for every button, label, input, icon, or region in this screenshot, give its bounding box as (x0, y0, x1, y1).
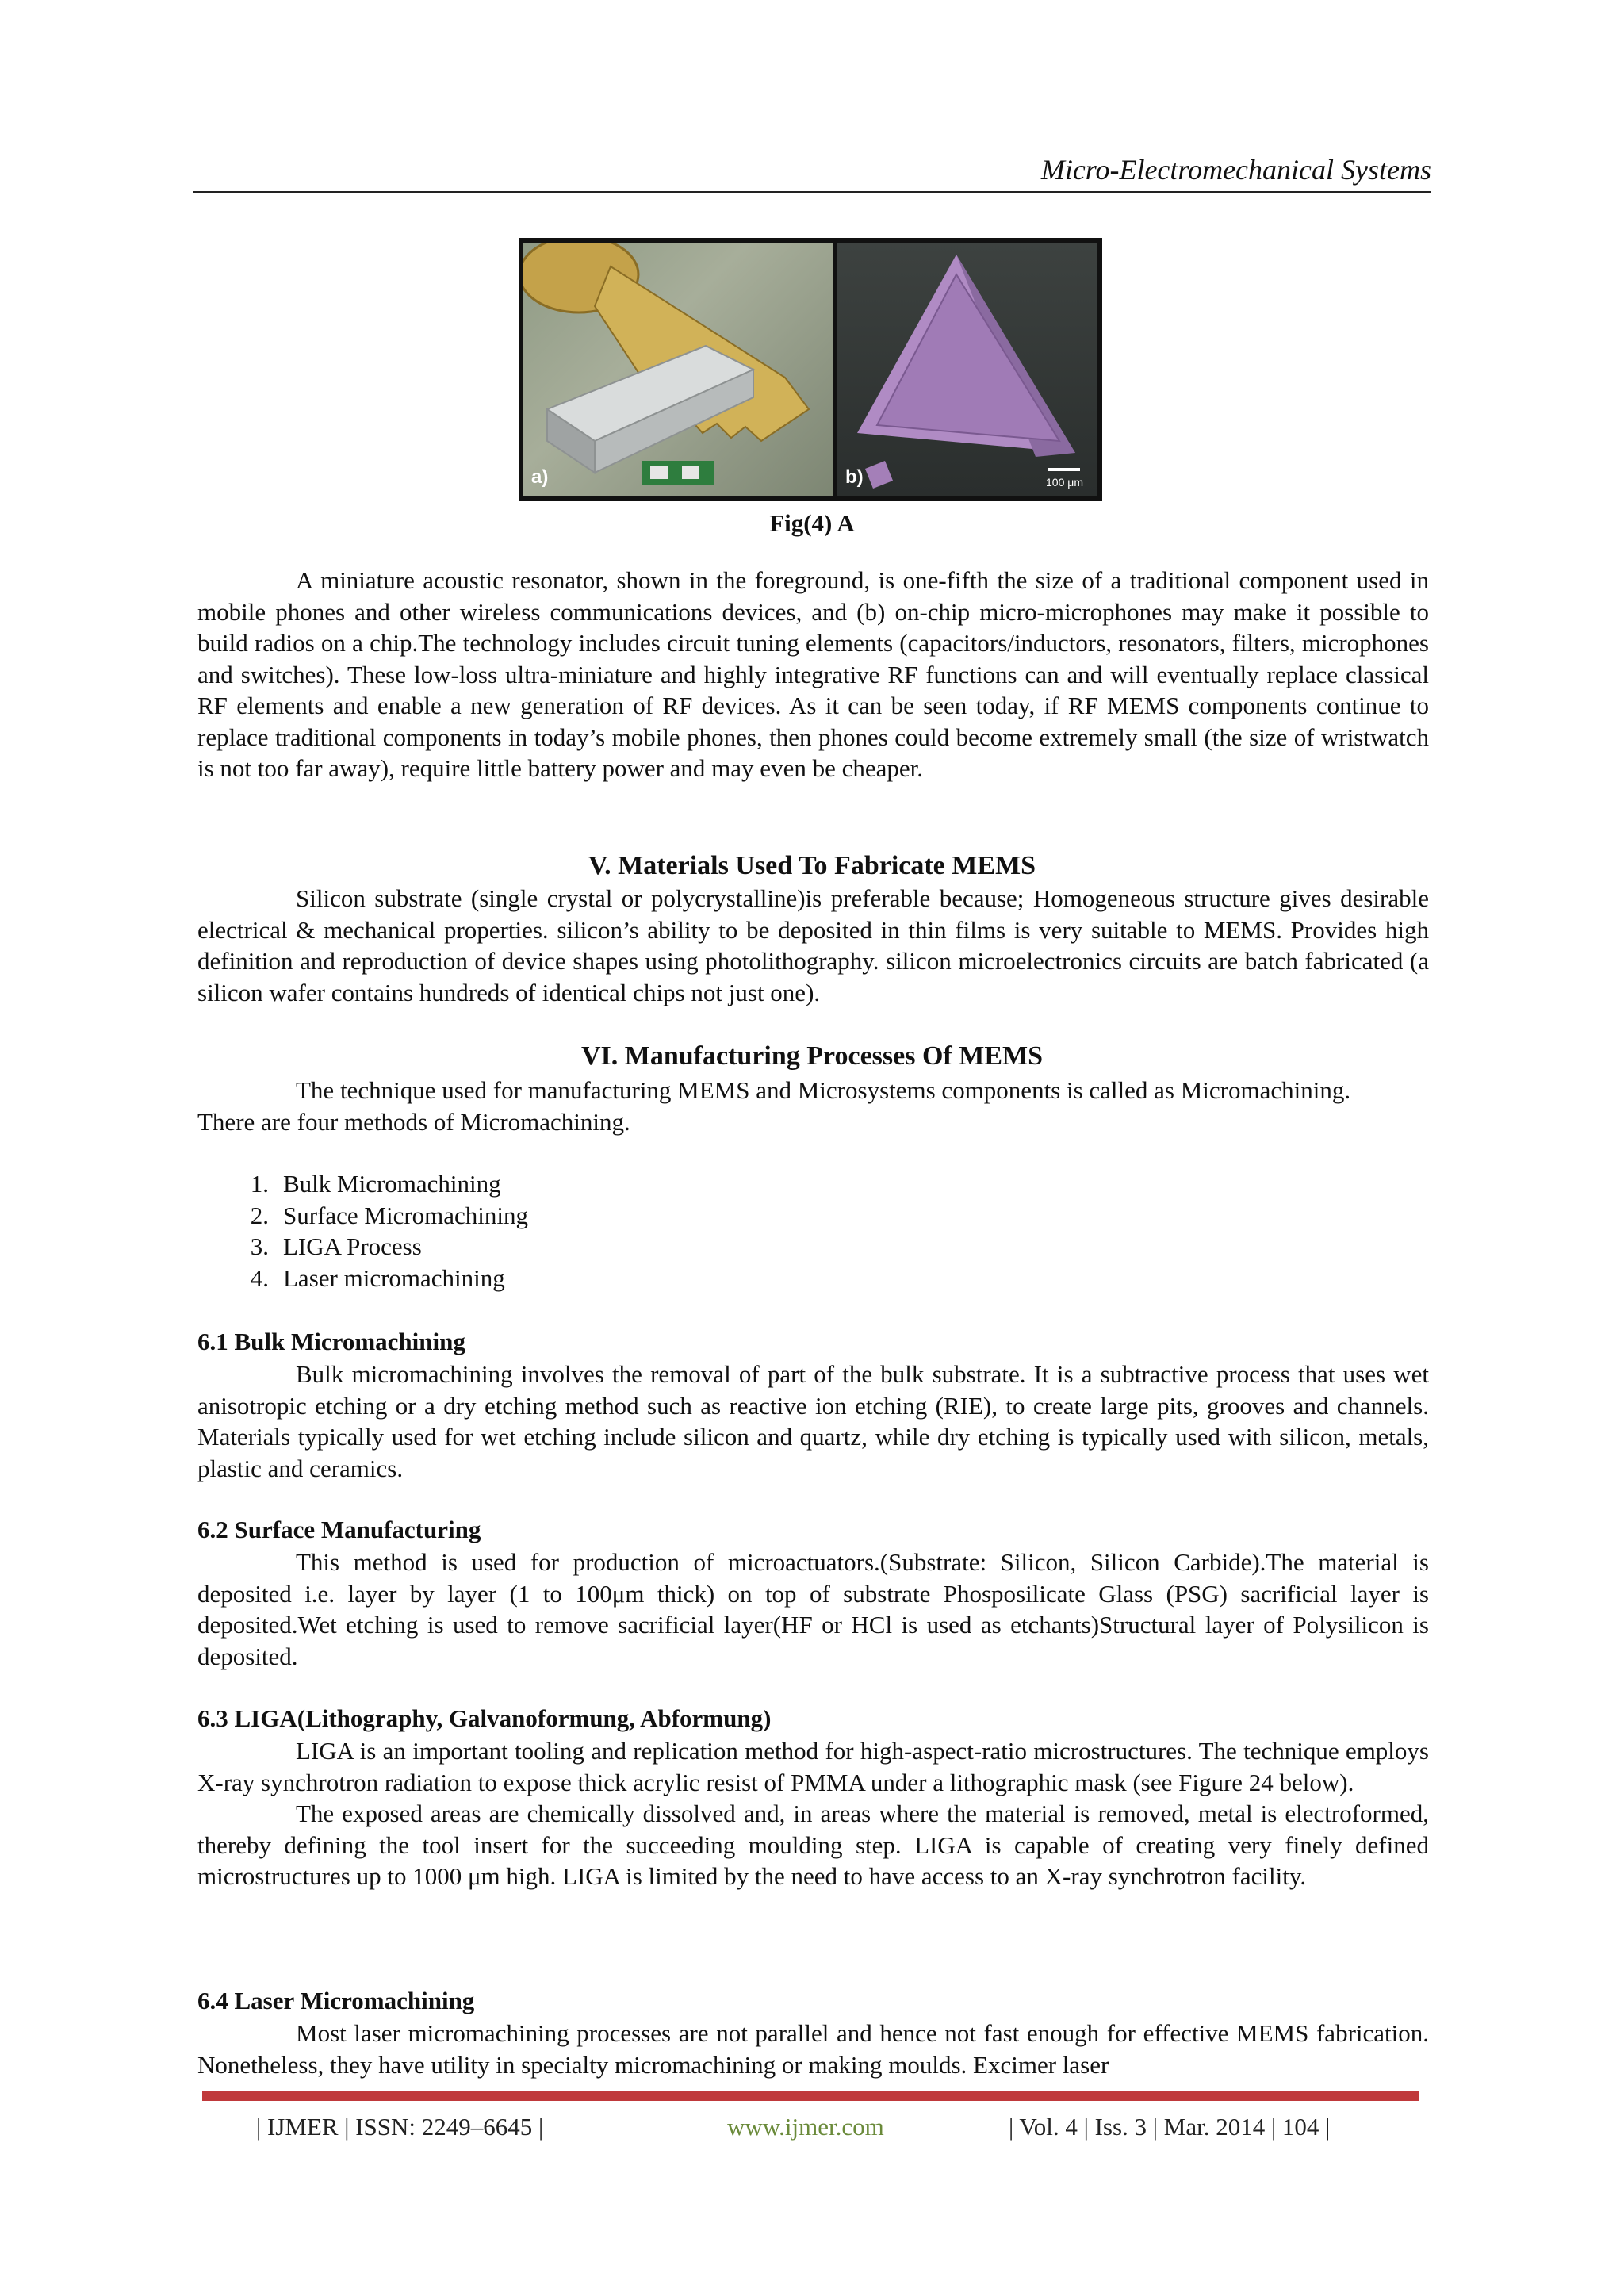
pyramid-microstructure-illustration (837, 243, 1097, 496)
subsection-6-2-body (197, 1547, 1429, 1672)
figure-panel-a-label: a) (531, 466, 549, 488)
footer-journal-info: | IJMER | ISSN: 2249–6645 | (256, 2113, 544, 2141)
subsection-6-4-paragraph: Most laser micromachining processes are not parallel and hence not fast enough for effective MEMS fabrication. Nonetheless, they have utility in specialty micromachining or making moulds. Excimer laser (197, 2019, 1429, 2079)
section-5-paragraph: Silicon substrate (single crystal or polycrystalline)is preferable because; Homogeneous structure gives desirable electrical & mechanical properties. silicon’s ability to be deposited in thin films is very suitable to MEMS. Provides high definition and reproduction of device shapes using photolithography. silicon microelectronics circuits are batch fabricated (a silicon wafer contains hundreds of identical chips not just one). (197, 884, 1429, 1006)
scale-bar (1048, 468, 1080, 471)
section-6-body (197, 1075, 1429, 1137)
key-and-resonator-illustration (523, 243, 833, 496)
section-6-methods-intro: There are four methods of Micromachining. (197, 1107, 630, 1136)
intro-paragraph-block (197, 565, 1429, 784)
list-item: 4. Laser micromachining (250, 1263, 505, 1292)
subsection-6-1-body (197, 1359, 1429, 1484)
subsection-6-1-heading: 6.1 Bulk Micromachining (197, 1328, 465, 1355)
figure-panel-b-image (837, 243, 1097, 496)
subsection-6-4-body (197, 2018, 1429, 2080)
figure-panel-b-label: b) (845, 466, 864, 488)
subsection-6-2-heading: 6.2 Surface Manufacturing (197, 1516, 481, 1543)
subsection-6-3-paragraph-2: The exposed areas are chemically dissolved and, in areas where the material is removed, metal is electroformed, thereby defining the tool insert for the succeeding moulding step. LIGA is capable of creating very finely defined microstructures up to 1000 μm high. LIGA is limited by the need to have access to an X-ray synchrotron facility. (197, 1800, 1429, 1890)
list-item: 1. Bulk Micromachining (250, 1170, 501, 1198)
micromachining-methods-list (197, 1168, 528, 1294)
footer-website-link[interactable]: www.ijmer.com (727, 2113, 884, 2141)
subsection-6-3-heading: 6.3 LIGA(Lithography, Galvanoformung, Abformung) (197, 1704, 772, 1732)
figure-caption: Fig(4) A (769, 509, 855, 537)
section-6-intro: The technique used for manufacturing MEMS and Microsystems components is called as Micromachining. (296, 1076, 1351, 1104)
subsection-6-2-paragraph: This method is used for production of microactuators.(Substrate: Silicon, Silicon Carbide).The material is deposited i.e. layer by layer (1 to 100μm thick) on top of substrate Phosposilicate Glass (PSG) sacrificial layer is deposited.Wet etching is used to remove sacrificial layer(HF or HCl is used as etchants)Structural layer of Polysilicon is deposited. (197, 1548, 1429, 1670)
list-item: 2. Surface Micromachining (250, 1201, 529, 1229)
section-5-body (197, 883, 1429, 1008)
header-rule (193, 191, 1431, 193)
subsection-6-4-heading: 6.4 Laser Micromachining (197, 1987, 475, 2014)
running-header: Micro-Electromechanical Systems (1040, 154, 1431, 186)
footer-issue-page-info: | Vol. 4 | Iss. 3 | Mar. 2014 | 104 | (1009, 2113, 1331, 2141)
subsection-6-3-paragraph-1: LIGA is an important tooling and replication method for high-aspect-ratio microstructures. The technique employs X-ray synchrotron radiation to expose thick acrylic resist of PMMA under a lithographic mask (see Figure 24 below). (197, 1737, 1429, 1796)
subsection-6-3-body (197, 1735, 1429, 1892)
figure-4a (519, 238, 1102, 501)
scale-bar-label: 100 μm (1046, 476, 1083, 489)
section-6-heading: VI. Manufacturing Processes Of MEMS (580, 1041, 1044, 1071)
footer-rule (202, 2091, 1419, 2101)
figure-panel-a-image (523, 243, 833, 496)
section-5-heading: V. Materials Used To Fabricate MEMS (588, 851, 1036, 880)
subsection-6-1-paragraph: Bulk micromachining involves the removal of part of the bulk substrate. It is a subtractive process that uses wet anisotropic etching or a dry etching method such as reactive ion etching (RIE), to create large pits, grooves and channels. Materials typically used for wet etching include silicon and quartz, while dry etching is typically used with silicon, metals, plastic and ceramics. (197, 1360, 1429, 1482)
intro-paragraph: A miniature acoustic resonator, shown in the foreground, is one-fifth the size of a traditional component used in mobile phones and other wireless communications devices, and (b) on-chip micro-microphones may make it possible to build radios on a chip.The technology includes circuit tuning elements (capacitors/inductors, resonators, filters, microphones and switches). These low-loss ultra-miniature and highly integrative RF functions can and will eventually replace classical RF elements and enable a new generation of RF devices. As it can be seen today, if RF MEMS components continue to replace traditional components in today’s mobile phones, then phones could become extremely small (the size of wristwatch is not too far away), require little battery power and may even be cheaper. (197, 566, 1429, 782)
list-item: 3. LIGA Process (250, 1232, 422, 1260)
